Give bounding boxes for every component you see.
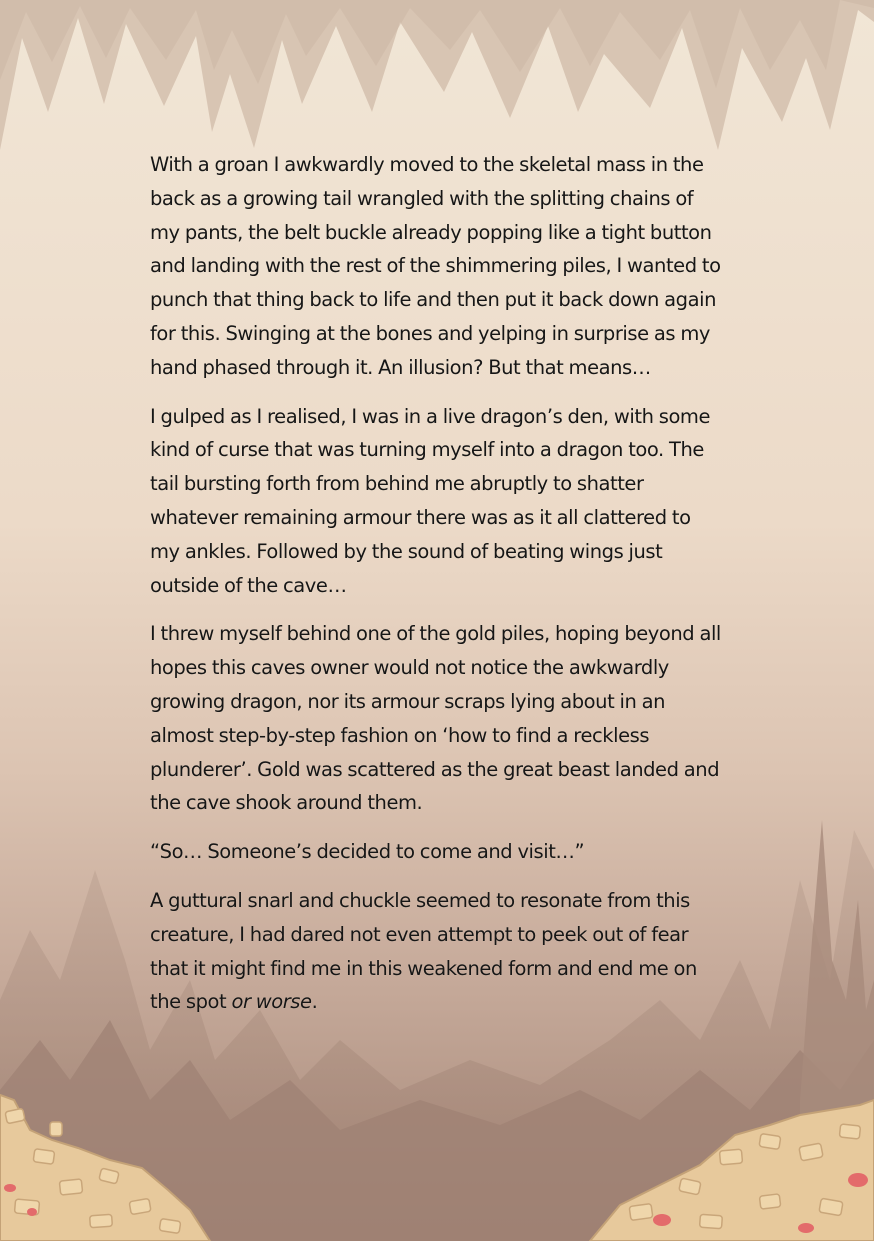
paragraph-end: . xyxy=(311,990,318,1014)
paragraph: With a groan I awkwardly moved to the skeletal mass in the back as a growing tail wrangled with the splitting chains of my pants, the belt buckle already popping like a tight button and landing with the rest of the shimmering piles, I wanted to punch that thing back to life and then put it back down again for this. Swinging at the bones and yelping in surprise as my hand phased through it. An illusion? But that means… xyxy=(150,153,721,379)
dialogue-line: “So… Someone’s decided to come and visit…” xyxy=(150,840,585,864)
paragraph: I threw myself behind one of the gold piles, hoping beyond all hopes this caves owner would not notice the awkwardly growing dragon, nor its armour scraps lying about in an almost step-by-step fashion on ‘how to find a reckless plunderer’. Gold was scattered as the great beast landed and the cave shook around them. xyxy=(150,622,721,815)
paragraph: I gulped as I realised, I was in a live dragon’s den, with some kind of curse that was turning myself into a dragon too. The tail bursting forth from behind me abruptly to shatter whatever remaining armour there was as it all clattered to my ankles. Followed by the sound of beating wings just outside of the cave… xyxy=(150,404,711,597)
paragraph-text: A guttural snarl and chuckle seemed to resonate from this creature, I had dared not even attempt to peek out of fear that it might find me in this weakened form and end me on the spot xyxy=(150,888,697,1014)
story-text xyxy=(150,148,724,1034)
paragraph xyxy=(150,884,724,1019)
emphasis-text: or worse xyxy=(231,990,312,1014)
